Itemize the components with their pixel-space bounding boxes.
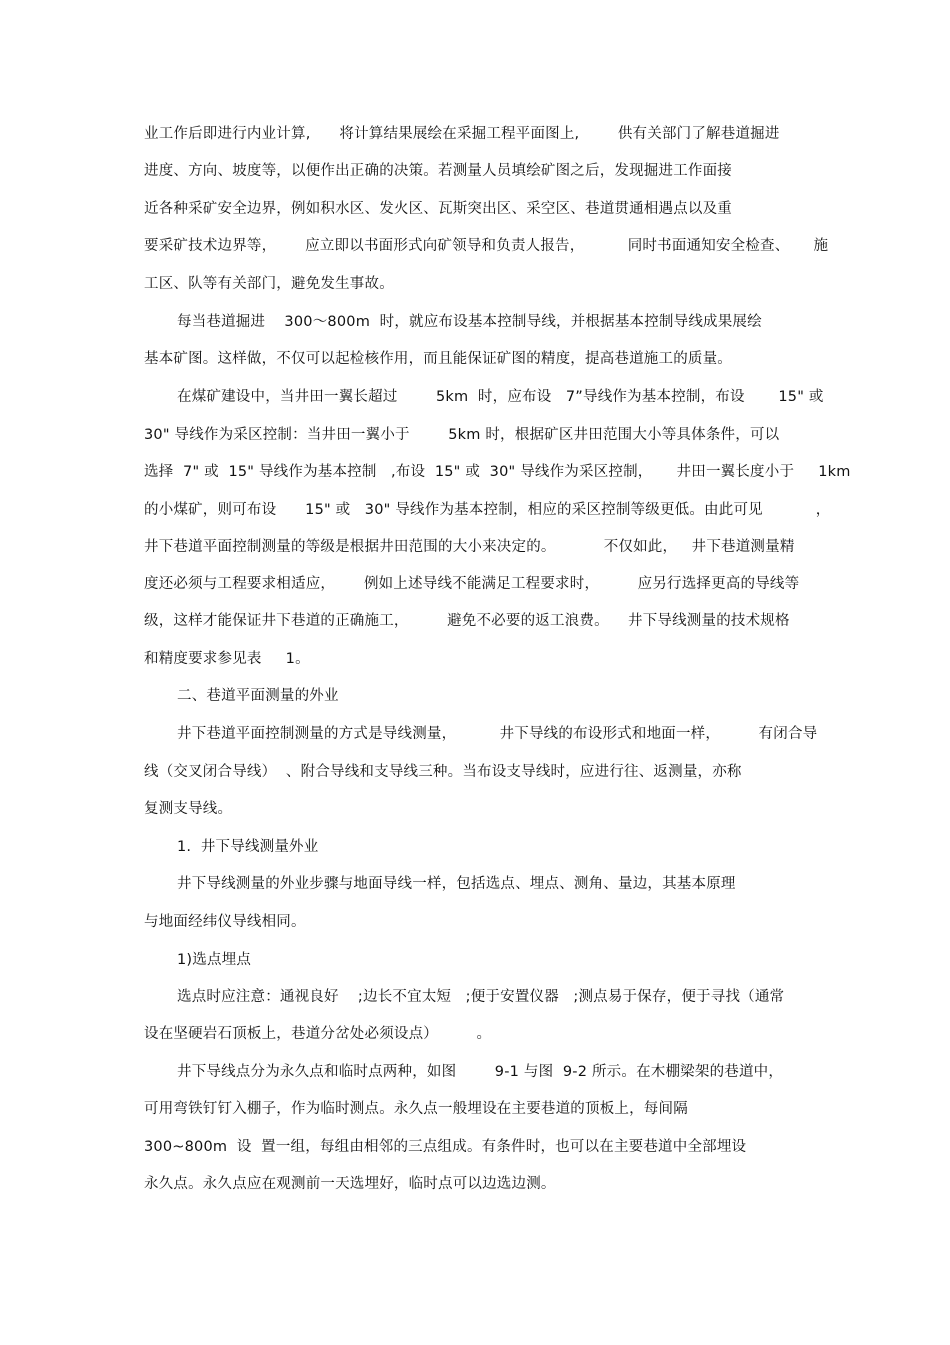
text-line: 的小煤矿，则可布设 15" 或 30" 导线作为基本控制，相应的采区控制等级更低。由此可见 ， — [144, 502, 831, 518]
text-line: 度还必须与工程要求相适应， 例如上述导线不能满足工程要求时， 应另行选择更高的导线等 — [144, 576, 800, 592]
text-line: 进度、方向、坡度等，以便作出正确的决策。若测量人员填绘矿图之后，发现掘进工作面接 — [144, 163, 732, 179]
text-line: 和精度要求参见表 1。 — [144, 651, 310, 667]
text-line: 井下导线测量的外业步骤与地面导线一样，包括选点、埋点、测角、量边，其基本原理 — [177, 876, 736, 892]
text-line: 业工作后即进行内业计算, 将计算结果展绘在采掘工程平面图上, 供有关部门了解巷道掘进 — [144, 126, 780, 142]
text-line: 选择 7" 或 15" 导线作为基本控制 ,布设 15" 或 30" 导线作为采区控制， 井田一翼长度小于 1km — [144, 464, 851, 480]
text-line: 井下导线点分为永久点和临时点两种，如图 9-1 与图 9-2 所示。在木棚梁架的巷道中， — [177, 1064, 784, 1080]
text-line: 工区、队等有关部门，避免发生事故。 — [144, 276, 394, 292]
text-line: 300~800m 设 置一组，每组由相邻的三点组成。有条件时，也可以在主要巷道中全部埋设 — [144, 1139, 747, 1155]
text-line: 可用弯铁钉钉入棚子，作为临时测点。永久点一般埋设在主要巷道的顶板上，每间隔 — [144, 1101, 688, 1117]
text-line: 级，这样才能保证井下巷道的正确施工， 避免不必要的返工浪费。 井下导线测量的技术规格 — [144, 613, 790, 629]
text-line: 设在坚硬岩石顶板上，巷道分岔处必须设点） 。 — [144, 1026, 492, 1042]
text-line: 选点时应注意：通视良好 ;边长不宜太短 ;便于安置仪器 ;测点易于保存，便于寻找（通常 — [177, 989, 785, 1005]
text-line: 基本矿图。这样做，不仅可以起检核作用，而且能保证矿图的精度，提高巷道施工的质量。 — [144, 351, 732, 367]
text-line: 与地面经纬仪导线相同。 — [144, 914, 306, 930]
text-line: 井下巷道平面控制测量的等级是根据井田范围的大小来决定的。 不仅如此， 井下巷道测量精 — [144, 539, 795, 555]
text-line: 井下巷道平面控制测量的方式是导线测量， 井下导线的布设形式和地面一样， 有闭合导 — [177, 726, 818, 742]
text-line: 每当巷道掘进 300～800m 时，就应布设基本控制导线，并根据基本控制导线成果展绘 — [177, 314, 762, 330]
text-line: 近各种采矿安全边界，例如积水区、发火区、瓦斯突出区、采空区、巷道贯通相遇点以及重 — [144, 201, 732, 217]
text-line: 线（交叉闭合导线） 、附合导线和支导线三种。当布设支导线时，应进行往、返测量，亦称 — [144, 764, 742, 780]
text-line: 复测支导线。 — [144, 801, 233, 817]
text-line: 要采矿技术边界等， 应立即以书面形式向矿领导和负责人报告， 同时书面通知安全检查、 施 — [144, 238, 829, 254]
subsection-heading: 1)选点埋点 — [177, 952, 252, 968]
text-line: 永久点。永久点应在观测前一天选埋好，临时点可以边选边测。 — [144, 1176, 556, 1192]
text-line: 30" 导线作为采区控制：当井田一翼小于 5km 时，根据矿区井田范围大小等具体条件，可以 — [144, 427, 780, 443]
subsection-heading: 1. 井下导线测量外业 — [177, 839, 319, 855]
section-heading: 二、巷道平面测量的外业 — [177, 688, 339, 704]
text-line: 在煤矿建设中，当井田一翼长超过 5km 时，应布设 7”导线作为基本控制，布设 15" 或 — [177, 389, 824, 405]
